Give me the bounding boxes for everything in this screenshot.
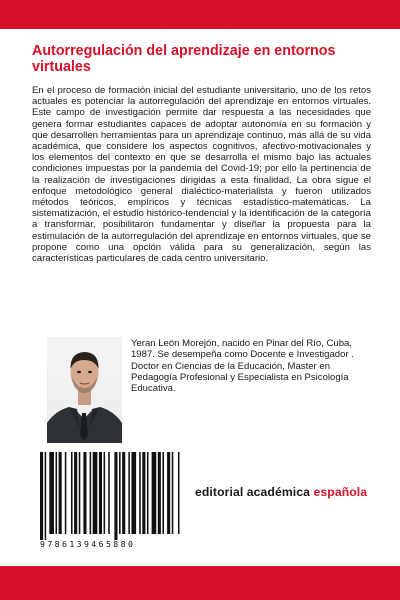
isbn-number: 9786139465880: [40, 539, 136, 549]
barcode-bar: [122, 452, 125, 534]
barcode-bar: [142, 452, 145, 534]
author-bio: Yeran León Morejón, nacido en Pinar del Río, Cuba, 1987. Se desempeña como Docente e Investigador . Doctor en Ciencias de la Educación, Master en Pedagogía Profesional y Especialista en Psicología Educativa.: [131, 338, 354, 395]
barcode-bar: [178, 452, 180, 534]
top-color-band: [0, 0, 400, 29]
barcode-bar: [119, 452, 121, 534]
barcode-bar: [49, 452, 54, 534]
barcode-bar: [65, 452, 67, 534]
barcode-bar: [59, 452, 62, 534]
author-photo: [47, 337, 122, 443]
barcode-bar: [56, 452, 58, 534]
barcode-bar: [90, 452, 92, 534]
barcode-bar: [147, 452, 149, 534]
barcode-bar: [71, 452, 73, 534]
barcode-bar: [40, 452, 43, 540]
barcode-bar: [167, 452, 170, 534]
bottom-color-band: [0, 566, 400, 600]
publisher-name-part2: española: [313, 485, 368, 499]
barcode-bar: [172, 452, 174, 534]
barcode-bar: [99, 452, 102, 534]
barcode-bar: [93, 452, 98, 534]
barcode-bar: [162, 452, 164, 534]
barcode-bar: [79, 452, 81, 534]
book-description: En el proceso de formación inicial del estudiante universitario, uno de los retos actuales es potenciar la autorregulación del aprendizaje en entornos virtuales. Este campo de investigación permite dar respuesta a las necesidades que genera formar estudiantes capaces de adoptar autonomía en su formación y que desarrollen herramientas para un aprendizaje continuo, más allá de su vida académica, que considere los aspectos cognitivos, afectivo-motivacionales y los elementos del contexto en que se desarrolla el mismo bajo las actuales condiciones impuestas por la pandemia del Covid-19; por ello la pertinencia de la realización de investigaciones dirigidas a esta finalidad. La obra sigue el enfoque metodológico general dialéctico-materialista y fueron utilizados métodos teóricos, empíricos y técnicas estadístico-matemáticas. La sistematización, el estudio histórico-tendencial y la identificación de la categoría a transformar, posibilitaron fundamentar y diseñar la propuesta para la estimulación de la autorregulación del aprendizaje en entornos virtuales, que se propone como una opción válida para su generalización, según las características particulares de cada centro universitario.: [32, 85, 371, 265]
isbn-barcode: [32, 446, 188, 554]
barcode-bar: [108, 452, 110, 534]
book-title: Autorregulación del aprendizaje en entornos virtuales: [32, 43, 336, 75]
barcode-bar: [128, 452, 130, 534]
barcode-bar: [152, 452, 157, 534]
barcode-bar: [139, 452, 141, 534]
barcode-bar: [74, 452, 77, 534]
barcode-bar: [131, 452, 136, 534]
barcode-bar: [45, 452, 47, 540]
barcode-bar: [114, 452, 117, 540]
barcode-bar: [83, 452, 86, 534]
barcode-bar: [104, 452, 106, 534]
publisher-logo: [195, 485, 367, 499]
barcode-bar: [158, 452, 161, 534]
publisher-name-part1: editorial académica: [195, 485, 314, 499]
